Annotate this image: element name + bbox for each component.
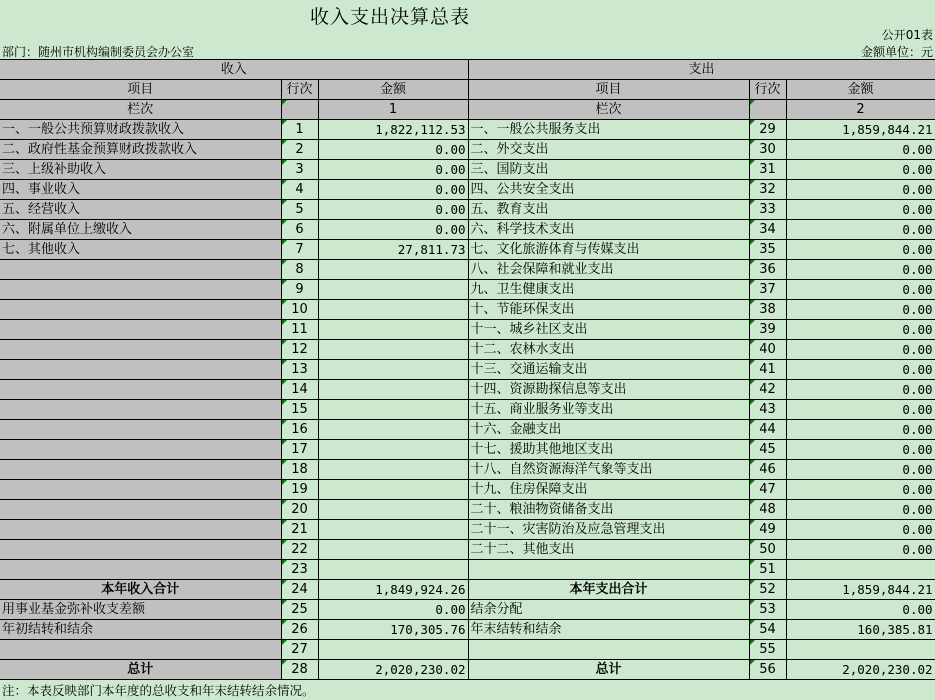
expense-amount-cell: 0.00 — [786, 540, 935, 560]
expense-amount-cell: 0.00 — [786, 260, 935, 280]
table-row — [0, 260, 935, 280]
income-item-cell: 四、事业收入 — [0, 180, 281, 200]
expense-line-cell: 32 — [749, 180, 786, 200]
income-line-cell: 22 — [281, 540, 318, 560]
income-item-cell — [0, 540, 281, 560]
table-row — [0, 520, 935, 540]
income-line-cell: 12 — [281, 340, 318, 360]
expense-item-cell: 八、社会保障和就业支出 — [468, 260, 749, 280]
expense-amount-cell: 0.00 — [786, 140, 935, 160]
expense-item-cell: 二、外交支出 — [468, 140, 749, 160]
income-item-cell — [0, 640, 281, 660]
table-row — [0, 180, 935, 200]
expense-line-cell: 48 — [749, 500, 786, 520]
expense-amount-cell: 0.00 — [786, 380, 935, 400]
table-note: 注：本表反映部门本年度的总收支和年末结转结余情况。 — [2, 683, 315, 698]
income-expense-table — [0, 59, 935, 680]
table-row — [0, 160, 935, 180]
expense-line-cell: 55 — [749, 640, 786, 660]
expense-item-cell: 一、一般公共服务支出 — [468, 120, 749, 140]
table-row — [0, 380, 935, 400]
expense-line-cell: 51 — [749, 560, 786, 580]
expense-line-cell: 40 — [749, 340, 786, 360]
table-row — [0, 280, 935, 300]
table-row — [0, 400, 935, 420]
expense-item-cell — [468, 560, 749, 580]
table-row — [0, 620, 935, 640]
table-row — [0, 300, 935, 320]
unit-label: 金额单位：元 — [860, 45, 933, 59]
income-amount-cell: 0.00 — [318, 160, 468, 180]
income-item-cell: 年初结转和结余 — [0, 620, 281, 640]
expense-section-header: 支出 — [468, 60, 935, 80]
income-line-cell: 2 — [281, 140, 318, 160]
expense-line-cell: 42 — [749, 380, 786, 400]
income-amount-cell — [318, 440, 468, 460]
income-amount-cell — [318, 480, 468, 500]
expense-amount-cell: 0.00 — [786, 600, 935, 620]
income-line-cell: 28 — [281, 660, 318, 680]
income-amount-cell — [318, 400, 468, 420]
income-amount-cell — [318, 500, 468, 520]
expense-item-cell: 总计 — [468, 660, 749, 680]
income-amount-cell — [318, 420, 468, 440]
income-amount-cell: 2,020,230.02 — [318, 660, 468, 680]
income-item-cell — [0, 480, 281, 500]
expense-amount-cell — [786, 560, 935, 580]
table-row — [0, 460, 935, 480]
expense-item-cell: 九、卫生健康支出 — [468, 280, 749, 300]
income-amount-cell — [318, 280, 468, 300]
expense-item-cell: 十二、农林水支出 — [468, 340, 749, 360]
expense-amount-cell: 1,859,844.21 — [786, 120, 935, 140]
expense-amount-cell: 0.00 — [786, 300, 935, 320]
table-row — [0, 200, 935, 220]
income-line-cell: 26 — [281, 620, 318, 640]
income-item-cell: 三、上级补助收入 — [0, 160, 281, 180]
table-row — [0, 440, 935, 460]
income-line-cell: 9 — [281, 280, 318, 300]
expense-line-cell: 39 — [749, 320, 786, 340]
income-line-cell: 7 — [281, 240, 318, 260]
expense-amount-cell: 1,859,844.21 — [786, 580, 935, 600]
table-row — [0, 340, 935, 360]
expense-line-cell: 56 — [749, 660, 786, 680]
expense-line-cell: 41 — [749, 360, 786, 380]
expense-item-cell: 十三、交通运输支出 — [468, 360, 749, 380]
income-item-cell: 用事业基金弥补收支差额 — [0, 600, 281, 620]
income-line-cell: 5 — [281, 200, 318, 220]
expense-amount-cell: 0.00 — [786, 220, 935, 240]
expense-line-cell: 54 — [749, 620, 786, 640]
expense-item-cell: 结余分配 — [468, 600, 749, 620]
expense-item-cell: 二十二、其他支出 — [468, 540, 749, 560]
income-amount-cell — [318, 520, 468, 540]
expense-line-cell: 34 — [749, 220, 786, 240]
income-item-header: 项目 — [0, 80, 281, 100]
expense-item-cell: 十七、援助其他地区支出 — [468, 440, 749, 460]
expense-amount-cell: 0.00 — [786, 340, 935, 360]
income-line-cell: 20 — [281, 500, 318, 520]
table-row — [0, 640, 935, 660]
expense-item-cell: 十、节能环保支出 — [468, 300, 749, 320]
income-item-cell — [0, 500, 281, 520]
expense-amount-cell: 0.00 — [786, 280, 935, 300]
expense-item-cell: 年末结转和结余 — [468, 620, 749, 640]
income-amount-cell: 0.00 — [318, 140, 468, 160]
income-line-cell: 8 — [281, 260, 318, 280]
income-item-cell: 五、经营收入 — [0, 200, 281, 220]
income-line-cell: 6 — [281, 220, 318, 240]
expense-amount-cell: 160,385.81 — [786, 620, 935, 640]
income-amount-cell — [318, 380, 468, 400]
department-label: 部门：随州市机构编制委员会办公室 — [2, 45, 195, 59]
income-item-cell — [0, 360, 281, 380]
income-amount-cell: 0.00 — [318, 220, 468, 240]
income-item-cell — [0, 440, 281, 460]
income-line-cell: 17 — [281, 440, 318, 460]
income-amount-cell — [318, 560, 468, 580]
expense-line-cell: 29 — [749, 120, 786, 140]
expense-line-cell: 36 — [749, 260, 786, 280]
expense-amount-cell: 0.00 — [786, 500, 935, 520]
expense-line-cell: 49 — [749, 520, 786, 540]
expense-item-cell: 二十一、灾害防治及应急管理支出 — [468, 520, 749, 540]
table-row — [0, 600, 935, 620]
income-line-cell: 25 — [281, 600, 318, 620]
income-line-cell: 21 — [281, 520, 318, 540]
income-line-cell: 4 — [281, 180, 318, 200]
income-column-row-empty — [281, 100, 318, 120]
table-row — [0, 220, 935, 240]
income-amount-cell: 1,849,924.26 — [318, 580, 468, 600]
report-title: 收入支出决算总表 — [309, 6, 470, 28]
expense-amount-cell: 0.00 — [786, 440, 935, 460]
income-column-row-label: 栏次 — [0, 100, 281, 120]
form-code: 公开01表 — [881, 28, 933, 42]
income-item-cell: 二、政府性基金预算财政拨款收入 — [0, 140, 281, 160]
expense-amount-cell: 0.00 — [786, 400, 935, 420]
expense-line-cell: 47 — [749, 480, 786, 500]
income-amount-cell — [318, 320, 468, 340]
expense-amount-cell: 0.00 — [786, 520, 935, 540]
income-amount-cell — [318, 260, 468, 280]
income-item-cell — [0, 300, 281, 320]
table-row — [0, 320, 935, 340]
expense-amount-cell: 0.00 — [786, 320, 935, 340]
income-item-cell — [0, 380, 281, 400]
expense-line-cell: 53 — [749, 600, 786, 620]
expense-item-cell: 十一、城乡社区支出 — [468, 320, 749, 340]
expense-amount-header: 金额 — [786, 80, 935, 100]
table-row — [0, 480, 935, 500]
expense-line-cell: 50 — [749, 540, 786, 560]
income-item-cell — [0, 460, 281, 480]
income-amount-cell — [318, 300, 468, 320]
income-line-cell: 10 — [281, 300, 318, 320]
income-line-cell: 19 — [281, 480, 318, 500]
income-line-cell: 1 — [281, 120, 318, 140]
expense-item-cell: 十五、商业服务业等支出 — [468, 400, 749, 420]
expense-column-row-label: 栏次 — [468, 100, 749, 120]
table-row — [0, 420, 935, 440]
income-line-cell: 23 — [281, 560, 318, 580]
expense-amount-cell: 2,020,230.02 — [786, 660, 935, 680]
expense-amount-cell: 0.00 — [786, 420, 935, 440]
expense-amount-cell — [786, 640, 935, 660]
expense-item-cell: 二十、粮油物资储备支出 — [468, 500, 749, 520]
expense-item-cell: 七、文化旅游体育与传媒支出 — [468, 240, 749, 260]
expense-item-cell: 十六、金融支出 — [468, 420, 749, 440]
income-line-cell: 11 — [281, 320, 318, 340]
expense-line-cell: 52 — [749, 580, 786, 600]
expense-amount-cell: 0.00 — [786, 240, 935, 260]
expense-item-cell — [468, 640, 749, 660]
expense-line-cell: 31 — [749, 160, 786, 180]
expense-amount-cell: 0.00 — [786, 200, 935, 220]
income-line-cell: 15 — [281, 400, 318, 420]
income-amount-cell — [318, 360, 468, 380]
income-item-cell: 一、一般公共预算财政拨款收入 — [0, 120, 281, 140]
income-line-cell: 13 — [281, 360, 318, 380]
expense-line-cell: 44 — [749, 420, 786, 440]
income-amount-cell: 170,305.76 — [318, 620, 468, 640]
income-column-number: 1 — [318, 100, 468, 120]
income-amount-cell: 0.00 — [318, 600, 468, 620]
income-amount-cell — [318, 640, 468, 660]
expense-amount-cell: 0.00 — [786, 460, 935, 480]
expense-amount-cell: 0.00 — [786, 360, 935, 380]
expense-item-cell: 本年支出合计 — [468, 580, 749, 600]
expense-column-row-empty — [749, 100, 786, 120]
income-item-cell — [0, 420, 281, 440]
income-line-cell: 3 — [281, 160, 318, 180]
expense-item-cell: 四、公共安全支出 — [468, 180, 749, 200]
table-row — [0, 560, 935, 580]
income-item-cell — [0, 560, 281, 580]
expense-line-cell: 35 — [749, 240, 786, 260]
expense-item-cell: 六、科学技术支出 — [468, 220, 749, 240]
income-amount-cell: 27,811.73 — [318, 240, 468, 260]
expense-amount-cell: 0.00 — [786, 180, 935, 200]
expense-item-cell: 十九、住房保障支出 — [468, 480, 749, 500]
expense-item-cell: 十八、自然资源海洋气象等支出 — [468, 460, 749, 480]
income-amount-cell — [318, 460, 468, 480]
table-row — [0, 660, 935, 680]
income-item-cell — [0, 260, 281, 280]
expense-amount-cell: 0.00 — [786, 160, 935, 180]
table-row — [0, 120, 935, 140]
expense-item-cell: 十四、资源勘探信息等支出 — [468, 380, 749, 400]
table-row — [0, 500, 935, 520]
expense-item-cell: 三、国防支出 — [468, 160, 749, 180]
expense-line-cell: 43 — [749, 400, 786, 420]
expense-line-cell: 38 — [749, 300, 786, 320]
expense-line-cell: 37 — [749, 280, 786, 300]
income-item-cell: 本年收入合计 — [0, 580, 281, 600]
expense-item-header: 项目 — [468, 80, 749, 100]
table-row — [0, 540, 935, 560]
income-amount-cell — [318, 540, 468, 560]
income-item-cell — [0, 340, 281, 360]
table-row — [0, 360, 935, 380]
income-item-cell — [0, 520, 281, 540]
income-amount-cell: 0.00 — [318, 180, 468, 200]
income-item-cell: 总计 — [0, 660, 281, 680]
income-item-cell: 六、附属单位上缴收入 — [0, 220, 281, 240]
income-line-cell: 18 — [281, 460, 318, 480]
expense-amount-cell: 0.00 — [786, 480, 935, 500]
table-row — [0, 140, 935, 160]
table-row — [0, 580, 935, 600]
expense-line-cell: 30 — [749, 140, 786, 160]
income-item-cell — [0, 400, 281, 420]
income-section-header: 收入 — [0, 60, 468, 80]
expense-line-cell: 33 — [749, 200, 786, 220]
table-row — [0, 240, 935, 260]
income-amount-cell — [318, 340, 468, 360]
income-item-cell — [0, 320, 281, 340]
income-amount-header: 金额 — [318, 80, 468, 100]
expense-item-cell: 五、教育支出 — [468, 200, 749, 220]
income-line-cell: 14 — [281, 380, 318, 400]
income-amount-cell: 1,822,112.53 — [318, 120, 468, 140]
expense-line-cell: 46 — [749, 460, 786, 480]
income-item-cell — [0, 280, 281, 300]
income-item-cell: 七、其他收入 — [0, 240, 281, 260]
income-line-cell: 16 — [281, 420, 318, 440]
income-amount-cell: 0.00 — [318, 200, 468, 220]
income-line-header: 行次 — [281, 80, 318, 100]
expense-column-number: 2 — [786, 100, 935, 120]
income-line-cell: 24 — [281, 580, 318, 600]
income-line-cell: 27 — [281, 640, 318, 660]
expense-line-header: 行次 — [749, 80, 786, 100]
expense-line-cell: 45 — [749, 440, 786, 460]
